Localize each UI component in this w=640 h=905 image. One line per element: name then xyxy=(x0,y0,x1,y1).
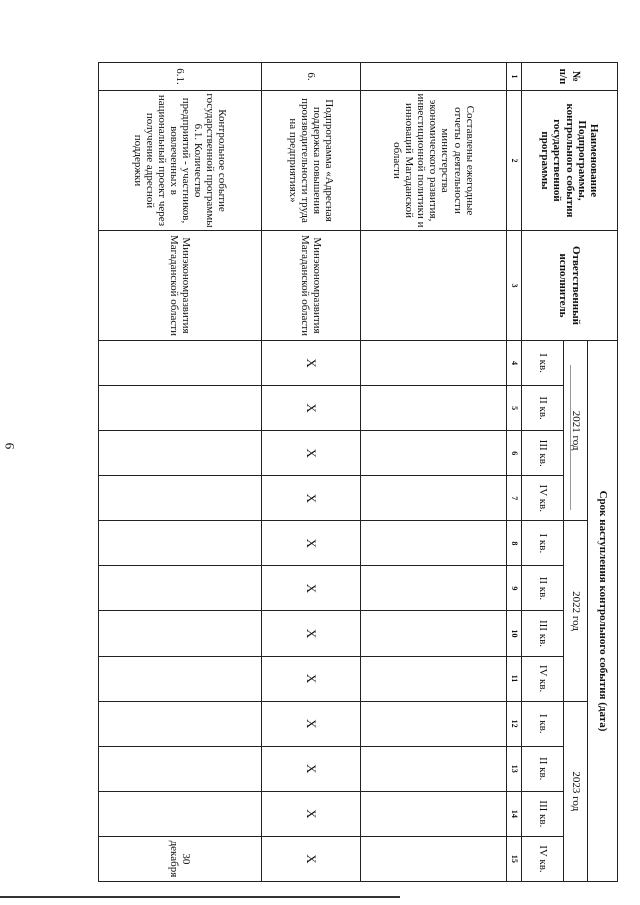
deadline-date: 30 декабря xyxy=(99,836,262,881)
header-year-2022: 2022 год xyxy=(564,521,588,701)
column-number: 6 xyxy=(507,431,522,476)
column-number: 11 xyxy=(507,656,522,701)
row-name: Подпрограмма «Адресная поддержка повышения производительности труда на предприятиях» xyxy=(261,91,360,231)
column-number: 3 xyxy=(507,231,522,341)
header-quarter: I кв. xyxy=(522,521,564,566)
header-quarter: III кв. xyxy=(522,611,564,656)
column-number: 14 xyxy=(507,791,522,836)
row-executor xyxy=(360,231,506,341)
column-number: 12 xyxy=(507,701,522,746)
header-name: Наименование Подпрограммы, контрольного события государственной программы xyxy=(522,91,618,231)
row-number xyxy=(360,63,506,91)
quarter-cell xyxy=(99,566,262,611)
quarter-cell: X xyxy=(261,836,360,881)
quarter-cell xyxy=(99,746,262,791)
quarter-cell xyxy=(360,386,506,431)
quarter-cell xyxy=(360,611,506,656)
table-row xyxy=(360,63,506,882)
column-number: 10 xyxy=(507,611,522,656)
row-name: Контрольное событие государственной программы 6.1. Количество предприятий - участников, вовлеченных в национальный проект через получение адресной поддержки xyxy=(99,91,262,231)
quarter-cell: X xyxy=(261,341,360,386)
quarter-cell xyxy=(360,656,506,701)
column-number: 13 xyxy=(507,746,522,791)
header-quarter: I кв. xyxy=(522,341,564,386)
quarter-cell: X xyxy=(261,656,360,701)
quarter-cell xyxy=(99,341,262,386)
column-number: 9 xyxy=(507,566,522,611)
quarter-cell xyxy=(360,431,506,476)
header-quarter: II кв. xyxy=(522,386,564,431)
column-number: 1 xyxy=(507,63,522,91)
row-name: Составлены ежегодные отчеты о деятельности министерства экономического развития, инвестиционной политики и инноваций Магаданской области xyxy=(360,91,506,231)
quarter-cell xyxy=(360,341,506,386)
column-number: 5 xyxy=(507,386,522,431)
quarter-cell xyxy=(99,386,262,431)
quarter-cell: X xyxy=(261,611,360,656)
quarter-cell xyxy=(99,791,262,836)
row-executor: Минэкономразвития Магаданской области xyxy=(261,231,360,341)
quarter-cell xyxy=(99,611,262,656)
header-number: № п/п xyxy=(522,63,618,91)
header-quarter: II кв. xyxy=(522,746,564,791)
column-number: 4 xyxy=(507,341,522,386)
column-number: 15 xyxy=(507,836,522,881)
quarter-cell: X xyxy=(261,791,360,836)
header-quarter: IV кв. xyxy=(522,656,564,701)
quarter-cell xyxy=(99,701,262,746)
column-number: 7 xyxy=(507,476,522,521)
quarter-cell xyxy=(360,791,506,836)
column-number: 8 xyxy=(507,521,522,566)
table-row xyxy=(99,63,262,882)
quarter-cell: X xyxy=(261,386,360,431)
quarter-cell: X xyxy=(261,476,360,521)
header-deadline: Срок наступления контрольного события (дата) xyxy=(588,341,618,882)
header-quarter: I кв. xyxy=(522,701,564,746)
row-number: 6.1. xyxy=(99,63,262,91)
quarter-cell: X xyxy=(261,746,360,791)
quarter-cell: X xyxy=(261,701,360,746)
table-row xyxy=(261,63,360,882)
row-executor: Минэкономразвития Магаданской области xyxy=(99,231,262,341)
header-quarter: IV кв. xyxy=(522,836,564,881)
quarter-cell: X xyxy=(261,521,360,566)
quarter-cell xyxy=(360,746,506,791)
column-number: 2 xyxy=(507,91,522,231)
header-quarter: IV кв. xyxy=(522,476,564,521)
quarter-cell xyxy=(360,521,506,566)
quarter-cell xyxy=(360,836,506,881)
row-number: 6. xyxy=(261,63,360,91)
quarter-cell: X xyxy=(261,566,360,611)
quarter-cell xyxy=(99,656,262,701)
quarter-cell xyxy=(99,476,262,521)
header-year-2023: 2023 год xyxy=(564,701,588,881)
quarter-cell: X xyxy=(261,431,360,476)
header-quarter: III кв. xyxy=(522,791,564,836)
quarter-cell xyxy=(360,566,506,611)
quarter-cell xyxy=(360,701,506,746)
header-quarter: II кв. xyxy=(522,566,564,611)
header-year-2021: 2021 год xyxy=(564,341,588,521)
control-events-table xyxy=(98,62,618,882)
header-executor: Ответственный исполнитель xyxy=(522,231,618,341)
quarter-cell xyxy=(99,431,262,476)
page-number: 9 xyxy=(2,442,17,450)
quarter-cell xyxy=(360,476,506,521)
quarter-cell xyxy=(99,521,262,566)
header-quarter: III кв. xyxy=(522,431,564,476)
